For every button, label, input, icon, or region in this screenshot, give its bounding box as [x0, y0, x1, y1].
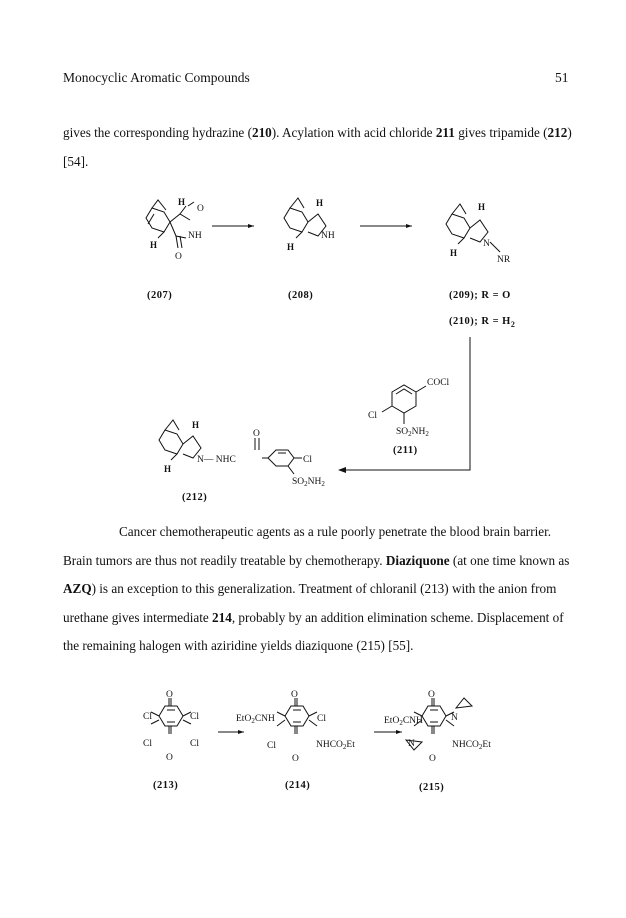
atom-o: O	[429, 754, 436, 764]
atom-cl: Cl	[303, 455, 312, 465]
atom-h: H	[164, 464, 172, 474]
atom-nh: NH	[188, 231, 202, 241]
atom-o: O	[166, 690, 173, 700]
structure-213	[143, 690, 199, 763]
compound-label-212: (212)	[182, 492, 208, 503]
atom-eto2cnh: EtO$_2$CNH	[384, 716, 423, 727]
atom-n: N	[408, 739, 415, 749]
atom-n: N	[483, 239, 490, 249]
atom-o: O	[428, 690, 435, 700]
compound-ref-214: 214	[212, 609, 232, 625]
running-header-title: Monocyclic Aromatic Compounds	[63, 70, 250, 85]
abbrev-azq: AZQ	[63, 581, 92, 597]
atom-h: H	[478, 202, 486, 212]
atom-o-carbonyl: O	[253, 429, 260, 439]
compound-label-210: (210); $R = H_2$	[449, 316, 516, 329]
compound-label-209: (209); R = O	[449, 290, 511, 301]
atom-h: H	[316, 198, 324, 208]
atom-o: O	[175, 252, 182, 262]
compound-label-207: (207)	[147, 290, 173, 301]
compound-ref-212: 212	[547, 125, 568, 140]
structure-214	[236, 690, 355, 764]
compound-label-215: (215)	[419, 782, 445, 793]
atom-o: O	[291, 690, 298, 700]
atom-nhco2et: $NHCO_2Et$	[316, 740, 355, 751]
structure-209-210	[446, 202, 511, 265]
atom-cl: Cl	[317, 714, 326, 724]
atom-h: H	[178, 197, 186, 207]
compound-label-213: (213)	[153, 780, 179, 791]
structure-211	[368, 378, 450, 438]
atom-cl: Cl	[190, 712, 199, 722]
atom-cl: Cl	[143, 739, 152, 749]
atom-cl: Cl	[190, 739, 199, 749]
paragraph-hydrazine-acylation: gives the corresponding hydrazine (210). Acylation with acid chloride 211 gives tripamide (212) [54].	[63, 125, 572, 169]
compound-label-208: (208)	[288, 290, 314, 301]
atom-cl: Cl	[267, 741, 276, 751]
structure-215	[384, 690, 491, 764]
atom-nr: NR	[497, 255, 511, 265]
atom-cl: Cl	[368, 411, 377, 421]
structure-208	[284, 198, 335, 252]
atom-o: O	[197, 204, 204, 214]
drug-name-diaziquone: Diaziquone	[385, 552, 450, 568]
atom-cocl: COCl	[427, 378, 450, 388]
atom-n-nhc: N— NHC	[197, 455, 236, 465]
atom-h: H	[150, 240, 158, 250]
paragraph-diaziquone: Cancer chemotherapeutic agents as a rule poorly penetrate the blood brain barrier. Brain tumors are thus not readily treatable by chemotherapy. Diaziquone (at one time known as AZQ) is an exception to this generalization. Treatment of chloranil (213) with the anion from urethane gives intermediate 214, probably by an addition elimination scheme. Displacement of the remaining halogen with aziridine yields diaziquone (215) [55].	[63, 524, 570, 654]
compound-ref-210: 210	[251, 125, 272, 140]
page-number: 51	[555, 70, 569, 85]
atom-eto2cnh: EtO$_2$CNH	[236, 714, 275, 725]
compound-label-211: (211)	[393, 445, 418, 456]
structure-207	[146, 197, 204, 262]
atom-o: O	[166, 753, 173, 763]
atom-cl: Cl	[143, 712, 152, 722]
atom-nh: NH	[321, 231, 335, 241]
compound-label-214: (214)	[285, 780, 311, 791]
atom-h: H	[192, 420, 200, 430]
atom-h: H	[450, 248, 458, 258]
atom-n: N	[451, 713, 458, 723]
aziridine-ring	[456, 698, 472, 708]
atom-so2nh2: $SO_2NH_2$	[396, 427, 429, 438]
compound-ref-211: 211	[435, 125, 455, 140]
atom-o: O	[292, 754, 299, 764]
structure-212	[159, 420, 325, 488]
atom-nhco2et: $NHCO_2Et$	[452, 740, 491, 751]
atom-h: H	[287, 242, 295, 252]
atom-so2nh2: $SO_2NH_2$	[292, 477, 325, 488]
